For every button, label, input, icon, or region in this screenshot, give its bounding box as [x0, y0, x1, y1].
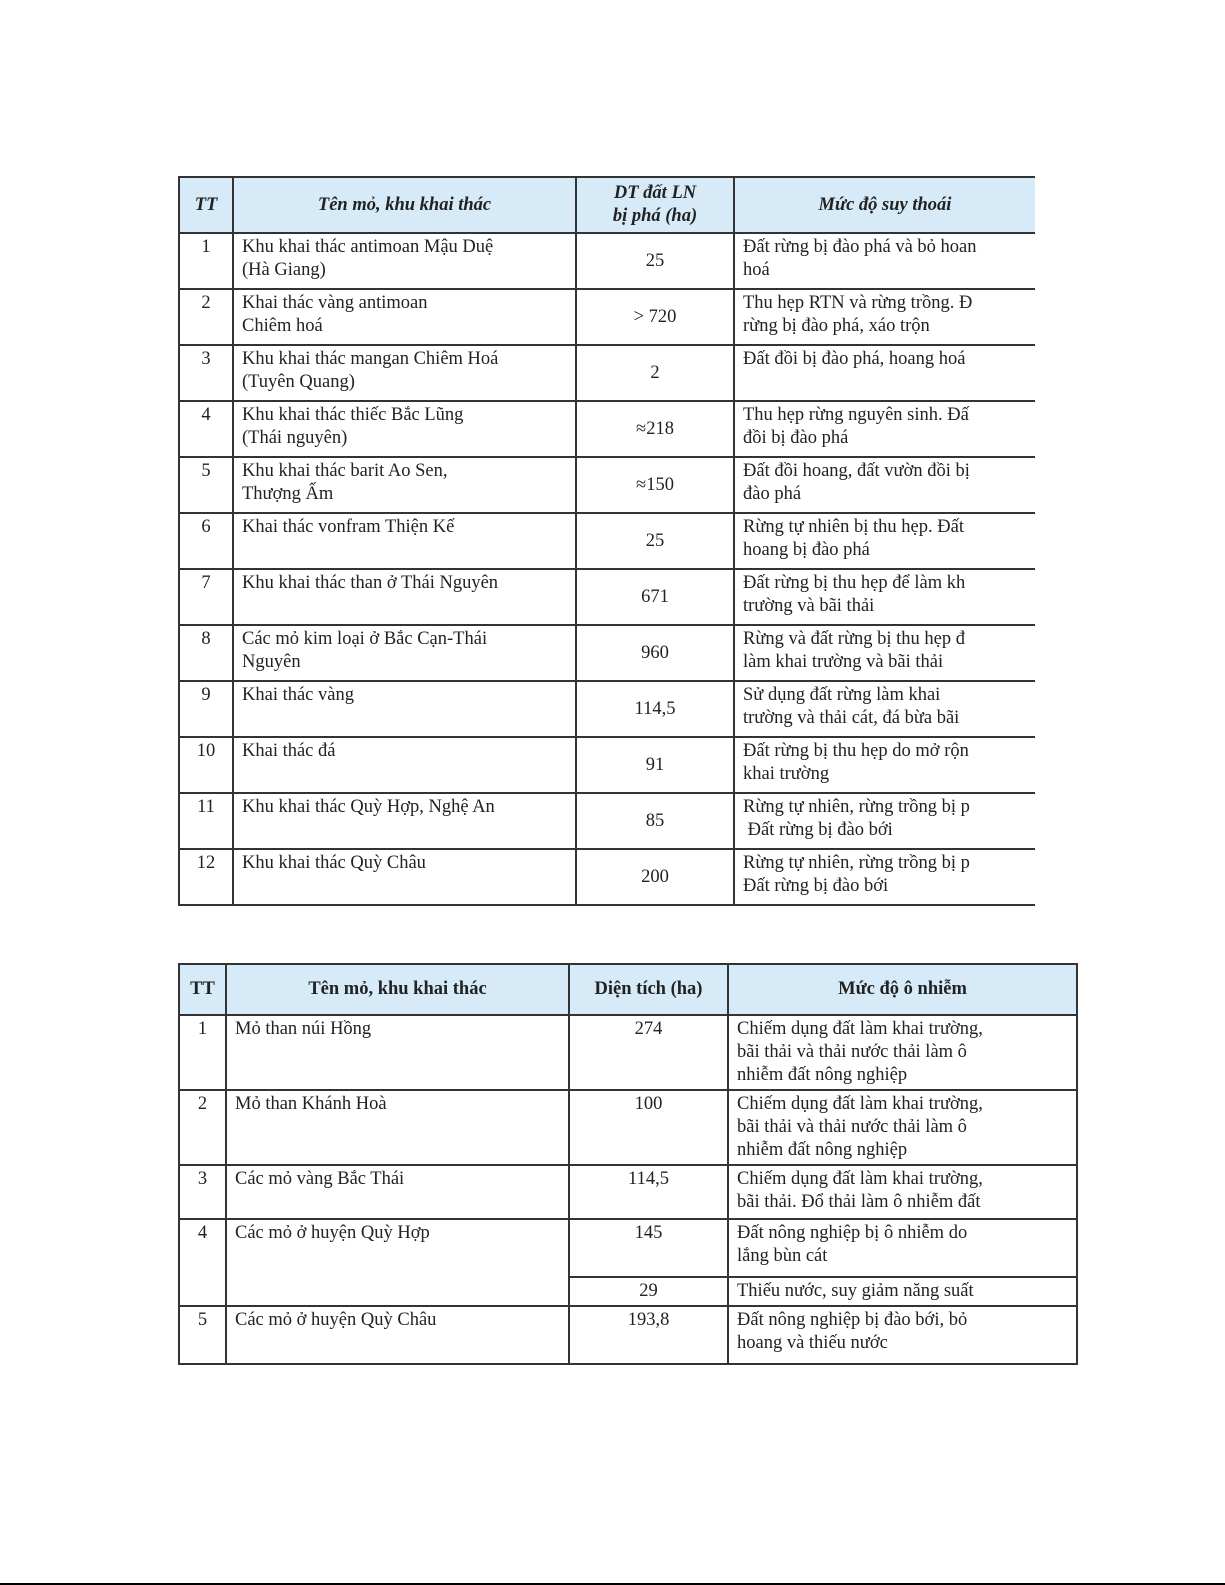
- site-name: Các mỏ ở huyện Quỳ Châu: [226, 1306, 569, 1364]
- header-pollution: Mức độ ô nhiễm: [728, 964, 1077, 1015]
- table-row: [179, 1015, 1077, 1090]
- table-row: [179, 1165, 1077, 1219]
- row-number: 7: [179, 569, 233, 625]
- area: 114,5: [569, 1165, 728, 1219]
- site-name: Khu khai thác Quỳ Châu: [233, 849, 576, 905]
- table-row: [179, 625, 1035, 681]
- damaged-area: 25: [576, 513, 734, 569]
- table-row: [179, 793, 1035, 849]
- row-number: 8: [179, 625, 233, 681]
- table-header-row: [179, 964, 1077, 1015]
- header-tt: TT: [179, 964, 226, 1015]
- area: 145: [569, 1219, 728, 1277]
- table-row: [179, 457, 1035, 513]
- header-name: Tên mỏ, khu khai thác: [233, 177, 576, 233]
- row-number: 5: [179, 457, 233, 513]
- table-header-row: [179, 177, 1035, 233]
- table-row: [179, 737, 1035, 793]
- degradation-table: [178, 176, 1035, 906]
- pollution-level: Đất nông nghiệp bị ô nhiễm do lắng bùn cát: [728, 1219, 1077, 1277]
- damaged-area: 200: [576, 849, 734, 905]
- table-row: [179, 1219, 1077, 1277]
- area: 193,8: [569, 1306, 728, 1364]
- site-name: Mỏ than núi Hồng: [226, 1015, 569, 1090]
- header-area: DT đất LN bị phá (ha): [576, 177, 734, 233]
- site-name: Các mỏ kim loại ở Bắc Cạn-Thái Nguyên: [233, 625, 576, 681]
- site-name: Khai thác vonfram Thiện Kế: [233, 513, 576, 569]
- table-row: [179, 289, 1035, 345]
- pollution-table: [178, 963, 1078, 1365]
- site-name: Mỏ than Khánh Hoà: [226, 1090, 569, 1165]
- degradation-level: Đất rừng bị đào phá và bỏ hoan hoá: [734, 233, 1035, 289]
- site-name: Các mỏ ở huyện Quỳ Hợp: [226, 1219, 569, 1306]
- damaged-area: > 720: [576, 289, 734, 345]
- table-row: [179, 569, 1035, 625]
- area: 100: [569, 1090, 728, 1165]
- site-name: Khu khai thác antimoan Mậu Duệ (Hà Giang): [233, 233, 576, 289]
- row-number: 11: [179, 793, 233, 849]
- damaged-area: 25: [576, 233, 734, 289]
- damaged-area: 114,5: [576, 681, 734, 737]
- table-row: [179, 681, 1035, 737]
- row-number: 3: [179, 1165, 226, 1219]
- degradation-level: Rừng tự nhiên, rừng trồng bị p Đất rừng bị đào bới: [734, 849, 1035, 905]
- degradation-level: Rừng tự nhiên, rừng trồng bị p Đất rừng bị đào bới: [734, 793, 1035, 849]
- row-number: 5: [179, 1306, 226, 1364]
- pollution-level: Chiếm dụng đất làm khai trường, bãi thải và thải nước thải làm ô nhiễm đất nông nghiệp: [728, 1015, 1077, 1090]
- damaged-area: ≈218: [576, 401, 734, 457]
- row-number: 3: [179, 345, 233, 401]
- degradation-level: Đất đồi bị đào phá, hoang hoá: [734, 345, 1035, 401]
- table-row: [179, 233, 1035, 289]
- degradation-level: Rừng tự nhiên bị thu hẹp. Đất hoang bị đào phá: [734, 513, 1035, 569]
- header-area: Diện tích (ha): [569, 964, 728, 1015]
- damaged-area: 671: [576, 569, 734, 625]
- row-number: 1: [179, 1015, 226, 1090]
- degradation-level: Đất rừng bị thu hẹp do mở rộn khai trường: [734, 737, 1035, 793]
- row-number: 9: [179, 681, 233, 737]
- damaged-area: 91: [576, 737, 734, 793]
- row-number: 4: [179, 401, 233, 457]
- row-number: 1: [179, 233, 233, 289]
- row-number: 6: [179, 513, 233, 569]
- header-name: Tên mỏ, khu khai thác: [226, 964, 569, 1015]
- pollution-level: Chiếm dụng đất làm khai trường, bãi thải. Đổ thải làm ô nhiễm đất: [728, 1165, 1077, 1219]
- degradation-level: Rừng và đất rừng bị thu hẹp đ làm khai trường và bãi thải: [734, 625, 1035, 681]
- header-tt: TT: [179, 177, 233, 233]
- site-name: Khai thác vàng antimoan Chiêm hoá: [233, 289, 576, 345]
- table-row: [179, 513, 1035, 569]
- row-number: 2: [179, 1090, 226, 1165]
- table-row: [179, 1090, 1077, 1165]
- pollution-level: Chiếm dụng đất làm khai trường, bãi thải và thải nước thải làm ô nhiễm đất nông nghiệp: [728, 1090, 1077, 1165]
- pollution-level: Đất nông nghiệp bị đào bới, bỏ hoang và thiếu nước: [728, 1306, 1077, 1364]
- site-name: Khu khai thác mangan Chiêm Hoá (Tuyên Quang): [233, 345, 576, 401]
- row-number: 12: [179, 849, 233, 905]
- site-name: Khai thác vàng: [233, 681, 576, 737]
- site-name: Khu khai thác Quỳ Hợp, Nghệ An: [233, 793, 576, 849]
- header-degradation: Mức độ suy thoái: [734, 177, 1035, 233]
- row-number: 4: [179, 1219, 226, 1306]
- site-name: Khai thác đá: [233, 737, 576, 793]
- table-row: [179, 1306, 1077, 1364]
- area: 29: [569, 1277, 728, 1306]
- site-name: Khu khai thác thiếc Bắc Lũng (Thái nguyên): [233, 401, 576, 457]
- damaged-area: ≈150: [576, 457, 734, 513]
- area: 274: [569, 1015, 728, 1090]
- degradation-level: Sử dụng đất rừng làm khai trường và thải cát, đá bừa bãi: [734, 681, 1035, 737]
- damaged-area: 960: [576, 625, 734, 681]
- degradation-level: Thu hẹp RTN và rừng trồng. Đ rừng bị đào phá, xáo trộn: [734, 289, 1035, 345]
- pollution-level: Thiếu nước, suy giảm năng suất: [728, 1277, 1077, 1306]
- damaged-area: 85: [576, 793, 734, 849]
- row-number: 10: [179, 737, 233, 793]
- row-number: 2: [179, 289, 233, 345]
- site-name: Khu khai thác than ở Thái Nguyên: [233, 569, 576, 625]
- table-row: [179, 345, 1035, 401]
- table-row: [179, 401, 1035, 457]
- site-name: Khu khai thác barit Ao Sen, Thượng Ấm: [233, 457, 576, 513]
- damaged-area: 2: [576, 345, 734, 401]
- degradation-level: Thu hẹp rừng nguyên sinh. Đấ đồi bị đào phá: [734, 401, 1035, 457]
- degradation-level: Đất rừng bị thu hẹp để làm kh trường và bãi thải: [734, 569, 1035, 625]
- site-name: Các mỏ vàng Bắc Thái: [226, 1165, 569, 1219]
- table-row: [179, 849, 1035, 905]
- degradation-level: Đất đồi hoang, đất vườn đồi bị đào phá: [734, 457, 1035, 513]
